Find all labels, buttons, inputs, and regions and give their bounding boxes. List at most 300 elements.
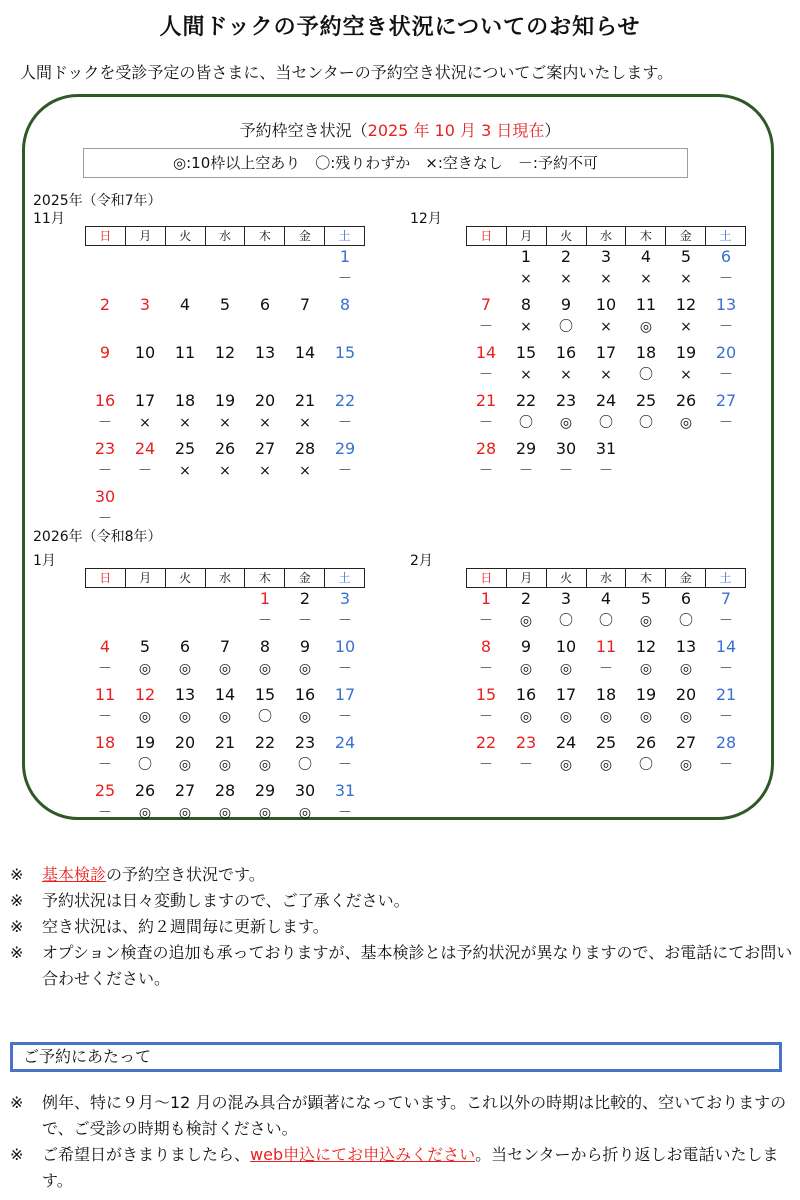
- day-cell-january: [285, 734, 325, 773]
- day-number: 30: [555, 439, 577, 458]
- availability-mark: －: [719, 613, 733, 629]
- day-number: 1: [259, 589, 271, 608]
- availability-mark: －: [98, 415, 112, 431]
- availability-mark: ◎: [138, 709, 152, 725]
- day-number: 15: [475, 685, 497, 704]
- day-number: 7: [480, 295, 492, 314]
- availability-mark: ×: [179, 415, 191, 431]
- day-number: 7: [219, 637, 231, 656]
- day-cell-november: [325, 296, 365, 335]
- availability-mark: －: [719, 271, 733, 287]
- day-cell-february: [666, 686, 706, 725]
- day-cell-november: [285, 440, 325, 479]
- day-number: 3: [139, 295, 151, 314]
- day-cell-december: [506, 344, 546, 383]
- availability-mark: 〇: [639, 415, 653, 431]
- month-label-jan: 1月: [33, 553, 56, 569]
- day-number: 9: [299, 637, 311, 656]
- day-cell-november: [125, 392, 165, 431]
- day-cell-february: [466, 734, 506, 773]
- weekday-2: 火: [165, 227, 205, 245]
- day-cell-november: [285, 344, 325, 383]
- availability-mark: ◎: [519, 709, 533, 725]
- day-number: 29: [515, 439, 537, 458]
- day-cell-january: [325, 638, 365, 677]
- day-cell-february: [626, 638, 666, 677]
- weekday-2: 火: [165, 569, 205, 587]
- day-cell-december: [546, 440, 586, 479]
- day-number: 14: [475, 343, 497, 362]
- availability-mark: －: [338, 463, 352, 479]
- note-text: 。当センターから折り返しお電話いたします。: [42, 1145, 779, 1190]
- day-number: 24: [555, 733, 577, 752]
- availability-mark: ◎: [559, 661, 573, 677]
- note-text: オプション検査の追加も承っておりますが、基本検診とは予約状況が異なりますので、お電話にてお問い合わせください。: [42, 943, 793, 988]
- availability-mark: ◎: [559, 709, 573, 725]
- day-number: 9: [520, 637, 532, 656]
- day-number: 28: [294, 439, 316, 458]
- weekday-0: 日: [480, 571, 493, 585]
- day-cell-november: [165, 296, 205, 335]
- day-number: 11: [94, 685, 116, 704]
- availability-mark: [85, 319, 125, 335]
- day-number: 11: [174, 343, 196, 362]
- availability-mark: ×: [680, 271, 692, 287]
- note-mark: ※: [10, 891, 24, 910]
- web-application-link[interactable]: web申込にてお申込みください: [250, 1145, 476, 1164]
- availability-mark: 〇: [639, 757, 653, 773]
- note-text: 予約状況は日々変動しますので、ご了承ください。: [42, 891, 410, 910]
- availability-mark: 〇: [559, 319, 573, 335]
- day-cell-february: [666, 734, 706, 773]
- note-item: [10, 888, 800, 914]
- day-cell-december: [626, 296, 666, 335]
- day-cell-december: [666, 248, 706, 287]
- day-number: 9: [99, 343, 111, 362]
- day-number: 14: [715, 637, 737, 656]
- day-cell-december: [586, 440, 626, 479]
- day-cell-december: [506, 248, 546, 287]
- day-number: 20: [675, 685, 697, 704]
- day-number: 29: [254, 781, 276, 800]
- day-cell-november: [125, 344, 165, 383]
- availability-mark: 〇: [639, 367, 653, 383]
- day-cell-december: [706, 296, 746, 335]
- note-mark: ※: [10, 1093, 24, 1112]
- day-number: 12: [675, 295, 697, 314]
- basic-checkup-link[interactable]: 基本検診: [42, 865, 107, 884]
- availability-mark: ◎: [218, 661, 232, 677]
- availability-mark: ◎: [138, 805, 152, 821]
- reservation-note-item: [10, 1090, 800, 1142]
- availability-mark: －: [479, 613, 493, 629]
- note-item: [10, 940, 800, 992]
- day-number: 7: [720, 589, 732, 608]
- day-cell-january: [285, 638, 325, 677]
- availability-mark: ◎: [298, 805, 312, 821]
- weekday-header: [85, 226, 365, 246]
- availability-mark: －: [98, 661, 112, 677]
- day-cell-december: [706, 392, 746, 431]
- weekday-1: 月: [506, 569, 546, 587]
- day-cell-january: [205, 686, 245, 725]
- day-number: 6: [720, 247, 732, 266]
- availability-mark: ◎: [639, 613, 653, 629]
- day-number: 8: [520, 295, 532, 314]
- availability-mark: －: [719, 709, 733, 725]
- availability-mark: [325, 367, 365, 383]
- day-cell-january: [85, 734, 125, 773]
- availability-mark: ×: [259, 463, 271, 479]
- day-number: 28: [214, 781, 236, 800]
- availability-mark: ◎: [178, 661, 192, 677]
- day-cell-february: [666, 590, 706, 629]
- section-heading: ご予約にあたって: [10, 1042, 782, 1072]
- day-number: 6: [179, 637, 191, 656]
- availability-mark: ◎: [178, 757, 192, 773]
- day-number: 5: [640, 589, 652, 608]
- day-number: 16: [515, 685, 537, 704]
- availability-mark: ◎: [679, 661, 693, 677]
- day-number: 2: [99, 295, 111, 314]
- weekday-0: 日: [480, 229, 493, 243]
- weekday-0: 日: [99, 571, 112, 585]
- day-number: 2: [560, 247, 572, 266]
- availability-mark: ×: [680, 319, 692, 335]
- day-cell-january: [205, 638, 245, 677]
- weekday-5: 金: [284, 569, 324, 587]
- weekday-header: [85, 568, 365, 588]
- year-label-2026: 2026年（令和8年）: [33, 529, 162, 545]
- availability-mark: －: [719, 367, 733, 383]
- availability-mark: 〇: [599, 613, 613, 629]
- day-number: 17: [555, 685, 577, 704]
- availability-mark: －: [338, 613, 352, 629]
- day-number: 6: [259, 295, 271, 314]
- availability-mark: ×: [560, 367, 572, 383]
- day-cell-february: [546, 638, 586, 677]
- day-number: 5: [680, 247, 692, 266]
- day-cell-december: [706, 344, 746, 383]
- day-number: 16: [294, 685, 316, 704]
- day-cell-november: [325, 392, 365, 431]
- availability-mark: ◎: [679, 709, 693, 725]
- availability-mark: ×: [520, 319, 532, 335]
- day-number: 17: [334, 685, 356, 704]
- day-cell-december: [546, 344, 586, 383]
- availability-mark: ×: [600, 319, 612, 335]
- day-number: 30: [94, 487, 116, 506]
- day-number: 10: [134, 343, 156, 362]
- day-cell-december: [546, 248, 586, 287]
- day-cell-january: [85, 638, 125, 677]
- day-number: 15: [515, 343, 537, 362]
- day-number: 5: [219, 295, 231, 314]
- day-cell-february: [586, 638, 626, 677]
- day-cell-december: [506, 440, 546, 479]
- day-cell-december: [466, 296, 506, 335]
- availability-mark: －: [338, 757, 352, 773]
- day-number: 22: [254, 733, 276, 752]
- day-cell-january: [125, 638, 165, 677]
- day-cell-november: [325, 440, 365, 479]
- day-number: 8: [480, 637, 492, 656]
- day-cell-february: [626, 590, 666, 629]
- day-cell-november: [205, 296, 245, 335]
- day-cell-november: [245, 344, 285, 383]
- day-cell-january: [165, 686, 205, 725]
- day-number: 22: [334, 391, 356, 410]
- availability-mark: 〇: [138, 757, 152, 773]
- day-number: 21: [214, 733, 236, 752]
- day-cell-february: [706, 590, 746, 629]
- day-number: 1: [480, 589, 492, 608]
- availability-mark: －: [479, 463, 493, 479]
- weekday-5: 金: [284, 227, 324, 245]
- availability-mark: [165, 319, 205, 335]
- day-cell-february: [506, 638, 546, 677]
- day-number: 14: [214, 685, 236, 704]
- weekday-6: 土: [324, 227, 364, 245]
- availability-mark: [325, 319, 365, 335]
- availability-mark: －: [479, 757, 493, 773]
- availability-mark: ×: [139, 415, 151, 431]
- day-cell-january: [165, 638, 205, 677]
- availability-mark: －: [98, 709, 112, 725]
- weekday-2: 火: [546, 227, 586, 245]
- day-number: 2: [299, 589, 311, 608]
- day-number: 20: [715, 343, 737, 362]
- note-mark: ※: [10, 943, 24, 962]
- day-number: 9: [560, 295, 572, 314]
- day-cell-february: [706, 686, 746, 725]
- day-cell-february: [586, 734, 626, 773]
- day-cell-december: [546, 296, 586, 335]
- day-cell-november: [325, 248, 365, 287]
- day-cell-december: [626, 392, 666, 431]
- weekday-6: 土: [324, 569, 364, 587]
- availability-mark: －: [338, 805, 352, 821]
- day-number: 16: [94, 391, 116, 410]
- day-number: 25: [174, 439, 196, 458]
- day-cell-february: [466, 590, 506, 629]
- note-text: 例年、特に９月～12 月の混み具合が顕著になっています。これ以外の時期は比較的、空いておりますので、ご受診の時期も検討ください。: [42, 1093, 787, 1138]
- availability-mark: [85, 367, 125, 383]
- day-number: 27: [254, 439, 276, 458]
- day-number: 27: [715, 391, 737, 410]
- page-subtitle: 人間ドックを受診予定の皆さまに、当センターの予約空き状況についてご案内いたします。: [20, 63, 674, 82]
- availability-mark: －: [338, 661, 352, 677]
- availability-mark: －: [98, 805, 112, 821]
- day-number: 4: [179, 295, 191, 314]
- availability-mark: ◎: [599, 709, 613, 725]
- day-number: 14: [294, 343, 316, 362]
- reservation-note-item: [10, 1142, 800, 1194]
- day-cell-november: [245, 296, 285, 335]
- availability-mark: [245, 319, 285, 335]
- availability-mark: ◎: [218, 757, 232, 773]
- availability-mark: －: [599, 661, 613, 677]
- day-number: 1: [339, 247, 351, 266]
- availability-mark: －: [479, 661, 493, 677]
- availability-mark: [245, 367, 285, 383]
- availability-mark: －: [599, 463, 613, 479]
- day-cell-january: [245, 590, 285, 629]
- availability-mark: －: [98, 757, 112, 773]
- day-number: 10: [334, 637, 356, 656]
- day-number: 12: [635, 637, 657, 656]
- day-number: 27: [675, 733, 697, 752]
- availability-mark: ◎: [679, 757, 693, 773]
- day-number: 3: [600, 247, 612, 266]
- day-number: 4: [640, 247, 652, 266]
- note-text: ご希望日がきまりましたら、: [42, 1145, 251, 1164]
- day-number: 18: [94, 733, 116, 752]
- day-number: 23: [515, 733, 537, 752]
- availability-mark: 〇: [519, 415, 533, 431]
- availability-mark: －: [719, 757, 733, 773]
- day-number: 25: [94, 781, 116, 800]
- weekday-3: 水: [205, 569, 245, 587]
- day-number: 11: [595, 637, 617, 656]
- day-number: 18: [635, 343, 657, 362]
- day-number: 12: [214, 343, 236, 362]
- day-cell-january: [245, 734, 285, 773]
- day-number: 13: [675, 637, 697, 656]
- day-cell-november: [165, 392, 205, 431]
- availability-mark: ◎: [599, 757, 613, 773]
- day-number: 19: [675, 343, 697, 362]
- day-cell-november: [165, 440, 205, 479]
- weekday-6: 土: [705, 569, 745, 587]
- day-cell-february: [626, 734, 666, 773]
- availability-mark: ◎: [679, 415, 693, 431]
- day-cell-december: [466, 392, 506, 431]
- availability-mark: －: [479, 415, 493, 431]
- day-cell-february: [546, 590, 586, 629]
- day-cell-january: [325, 782, 365, 821]
- day-cell-november: [85, 296, 125, 335]
- day-cell-november: [325, 344, 365, 383]
- availability-mark: ◎: [218, 709, 232, 725]
- availability-mark: [285, 367, 325, 383]
- availability-mark: －: [559, 463, 573, 479]
- availability-mark: ◎: [639, 709, 653, 725]
- availability-mark: ×: [520, 367, 532, 383]
- day-number: 17: [134, 391, 156, 410]
- day-cell-january: [125, 686, 165, 725]
- day-number: 19: [214, 391, 236, 410]
- note-mark: ※: [10, 865, 24, 884]
- day-cell-january: [205, 734, 245, 773]
- day-number: 17: [595, 343, 617, 362]
- day-cell-november: [125, 296, 165, 335]
- weekday-4: 木: [625, 227, 665, 245]
- day-cell-february: [626, 686, 666, 725]
- availability-mark: ×: [600, 367, 612, 383]
- day-number: 15: [254, 685, 276, 704]
- day-number: 13: [174, 685, 196, 704]
- day-cell-december: [626, 248, 666, 287]
- day-cell-november: [85, 392, 125, 431]
- day-cell-december: [506, 296, 546, 335]
- weekday-5: 金: [665, 569, 705, 587]
- day-number: 3: [560, 589, 572, 608]
- note-text: の予約空き状況です。: [106, 865, 265, 884]
- day-cell-december: [506, 392, 546, 431]
- day-number: 31: [595, 439, 617, 458]
- day-cell-december: [586, 344, 626, 383]
- day-number: 23: [94, 439, 116, 458]
- day-cell-november: [85, 344, 125, 383]
- availability-heading-suffix: ）: [544, 121, 561, 140]
- availability-mark: [125, 367, 165, 383]
- day-number: 19: [635, 685, 657, 704]
- day-number: 13: [715, 295, 737, 314]
- availability-mark: 〇: [599, 415, 613, 431]
- day-cell-january: [165, 782, 205, 821]
- availability-mark: －: [719, 319, 733, 335]
- day-cell-february: [466, 686, 506, 725]
- weekday-4: 木: [625, 569, 665, 587]
- day-cell-january: [125, 782, 165, 821]
- availability-mark: －: [338, 415, 352, 431]
- availability-mark: [165, 367, 205, 383]
- availability-mark: ×: [680, 367, 692, 383]
- day-number: 4: [99, 637, 111, 656]
- availability-mark: ×: [299, 463, 311, 479]
- availability-mark: －: [338, 271, 352, 287]
- legend: ◎:10枠以上空あり 〇:残りわずか ×:空きなし －:予約不可: [83, 148, 688, 178]
- availability-mark: ◎: [218, 805, 232, 821]
- day-number: 20: [174, 733, 196, 752]
- availability-mark: －: [479, 367, 493, 383]
- day-cell-january: [85, 686, 125, 725]
- availability-mark: [205, 367, 245, 383]
- day-number: 16: [555, 343, 577, 362]
- day-cell-december: [706, 248, 746, 287]
- day-cell-january: [285, 782, 325, 821]
- availability-mark: ×: [219, 463, 231, 479]
- availability-mark: [285, 319, 325, 335]
- day-number: 22: [515, 391, 537, 410]
- day-cell-january: [325, 686, 365, 725]
- availability-mark: 〇: [559, 613, 573, 629]
- day-cell-february: [546, 734, 586, 773]
- day-number: 24: [134, 439, 156, 458]
- day-cell-january: [285, 686, 325, 725]
- day-number: 25: [595, 733, 617, 752]
- day-number: 7: [299, 295, 311, 314]
- weekday-header: [466, 568, 746, 588]
- day-number: 6: [680, 589, 692, 608]
- day-number: 8: [259, 637, 271, 656]
- availability-mark: ◎: [138, 661, 152, 677]
- day-number: 2: [520, 589, 532, 608]
- availability-mark: ◎: [298, 709, 312, 725]
- day-number: 28: [475, 439, 497, 458]
- month-label-nov: 11月: [33, 211, 65, 227]
- day-number: 4: [600, 589, 612, 608]
- day-cell-february: [546, 686, 586, 725]
- day-cell-november: [85, 488, 125, 527]
- weekday-1: 月: [506, 227, 546, 245]
- day-number: 28: [715, 733, 737, 752]
- day-cell-january: [325, 734, 365, 773]
- availability-mark: －: [719, 661, 733, 677]
- day-number: 21: [475, 391, 497, 410]
- availability-mark: ×: [299, 415, 311, 431]
